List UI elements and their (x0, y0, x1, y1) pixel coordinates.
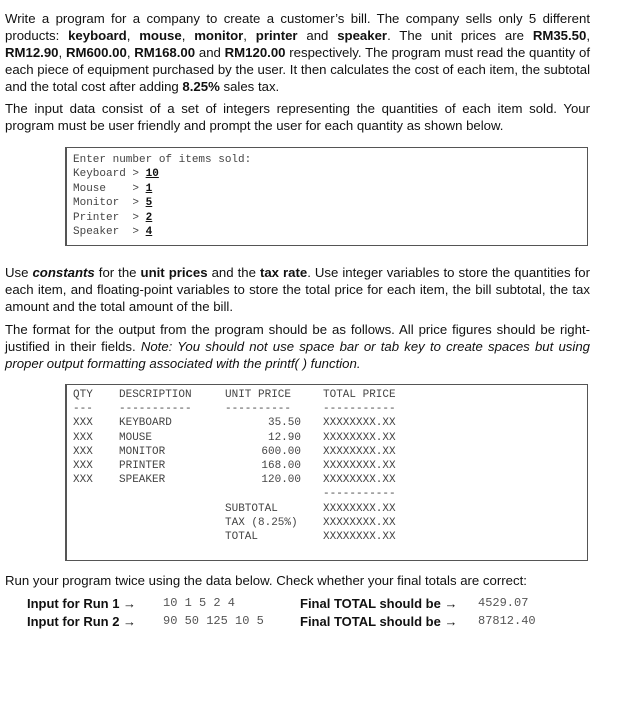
summary-value: XXXXXXXX.XX (323, 502, 396, 515)
input-line (73, 225, 587, 239)
dashes: --- (73, 403, 93, 416)
text: , (586, 28, 590, 43)
item-value: 2 (145, 211, 153, 224)
text: RM12.90 (5, 45, 59, 60)
dashes: ----------- (323, 403, 396, 416)
item-value: 5 (145, 197, 153, 210)
text: for the (94, 265, 141, 280)
text: and (297, 28, 338, 43)
table-row (67, 445, 587, 459)
input-example-box (65, 147, 588, 246)
text: . Use integer variables to store the quantities for each item, and floating-point variables to store the total price for each item, the bill subtotal, the tax amount and the total amount of the bill. (5, 265, 591, 314)
table-row (67, 431, 587, 445)
header-description: DESCRIPTION (119, 389, 192, 401)
table-row (67, 502, 587, 516)
table-row (67, 388, 587, 402)
text: The format for the output from the program should be as follows. All price figures should be right-justified in their fields. (5, 322, 590, 354)
text: , (126, 28, 140, 43)
unit-price-cell: 35.50 (267, 417, 301, 430)
dashes: ---------- (225, 403, 292, 416)
text: tax rate (259, 265, 308, 280)
qty-cell: XXX (73, 445, 93, 458)
expected-total: 4529.07 (478, 596, 529, 610)
input-line (73, 167, 587, 181)
summary-label: SUBTOTAL (225, 502, 278, 515)
text: , (58, 45, 66, 60)
text: , (126, 45, 135, 60)
input-paragraph: The input data consist of a set of integers representing the quantities of each item sold. Your program must be user friendly and prompt the user for each quantity as shown below. (5, 101, 590, 133)
description-cell: KEYBOARD (119, 417, 172, 430)
summary-value: XXXXXXXX.XX (323, 516, 396, 529)
text: and (195, 45, 225, 60)
text: , (243, 28, 256, 43)
text: respectively. The program must read the quantity of each piece of equipment purchased by the user. It then calculates the cost of each item, the subtotal and the total cost after adding (5, 45, 590, 94)
summary-label: TOTAL (225, 530, 259, 543)
output-format-box (65, 384, 588, 561)
text: printer (255, 28, 298, 43)
note-text: Note: You should not use space bar or tab key to create spaces but using proper output formatting associated with the printf( ) function. (5, 339, 590, 371)
text: RM600.00 (65, 45, 127, 60)
input-line (73, 211, 587, 225)
qty-cell: XXX (73, 474, 93, 487)
run-paragraph: Run your program twice using the data below. Check whether your final totals are correct: (5, 573, 527, 588)
unit-price-cell: 12.90 (267, 431, 301, 444)
table-row (67, 516, 587, 530)
total-price-cell: XXXXXXXX.XX (323, 431, 396, 444)
table-row (67, 473, 587, 487)
format-paragraph (5, 321, 590, 372)
total-price-cell: XXXXXXXX.XX (323, 474, 396, 487)
item-label: Monitor > (73, 197, 146, 210)
summary-label: TAX (8.25%) (225, 516, 298, 529)
item-value: 1 (145, 182, 153, 195)
item-label: Printer > (73, 211, 146, 224)
constants-paragraph (5, 264, 590, 315)
input-line (73, 182, 587, 196)
expected-total: 87812.40 (478, 614, 536, 628)
qty-cell: XXX (73, 431, 93, 444)
run-label: Input for Run 2 → (27, 614, 137, 629)
qty-cell: XXX (73, 417, 93, 430)
unit-price-cell: 168.00 (261, 459, 301, 472)
item-label: Mouse > (73, 182, 146, 195)
text: speaker (337, 28, 388, 43)
header-total-price: TOTAL PRICE (323, 389, 396, 401)
description-cell: PRINTER (119, 459, 166, 472)
text: RM168.00 (134, 45, 196, 60)
text: RM120.00 (224, 45, 286, 60)
description-cell: MOUSE (119, 431, 153, 444)
unit-price-cell: 120.00 (261, 474, 301, 487)
run-input: 90 50 125 10 5 (163, 614, 264, 628)
header-unit-price: UNIT PRICE (225, 389, 292, 401)
qty-cell: XXX (73, 459, 93, 472)
text: RM35.50 (532, 28, 587, 43)
total-label: Final TOTAL should be → (300, 596, 458, 611)
table-row (67, 416, 587, 430)
separator: ----------- (323, 488, 396, 501)
run-input: 10 1 5 2 4 (163, 596, 236, 610)
text: Use (5, 265, 33, 280)
text: constants (32, 265, 95, 280)
text: sales tax. (219, 79, 280, 94)
unit-price-cell: 600.00 (261, 445, 301, 458)
text: monitor (194, 28, 244, 43)
table-row (67, 530, 587, 544)
input-line (73, 196, 587, 210)
table-row (67, 459, 587, 473)
summary-value: XXXXXXXX.XX (323, 530, 396, 543)
item-value: 4 (145, 225, 153, 238)
text: Write a program for a company to create a customer’s bill. The company sells only 5 different products: (5, 11, 590, 43)
text: . The unit prices are (387, 28, 533, 43)
item-label: Keyboard > (73, 168, 146, 181)
table-row (67, 487, 587, 501)
dashes: ----------- (119, 403, 192, 416)
intro-paragraph (5, 10, 590, 95)
text: 8.25% (182, 79, 220, 94)
total-price-cell: XXXXXXXX.XX (323, 459, 396, 472)
text: and the (207, 265, 260, 280)
total-label: Final TOTAL should be → (300, 614, 458, 629)
total-price-cell: XXXXXXXX.XX (323, 417, 396, 430)
item-value: 10 (145, 168, 159, 181)
text: mouse (139, 28, 182, 43)
text: , (181, 28, 195, 43)
run-label: Input for Run 1 → (27, 596, 137, 611)
total-price-cell: XXXXXXXX.XX (323, 445, 396, 458)
description-cell: SPEAKER (119, 474, 166, 487)
header-qty: QTY (73, 389, 93, 401)
prompt-line: Enter number of items sold: (73, 154, 252, 166)
item-label: Speaker > (73, 225, 146, 238)
table-row (67, 402, 587, 416)
text: unit prices (140, 265, 208, 280)
text: keyboard (68, 28, 127, 43)
description-cell: MONITOR (119, 445, 166, 458)
